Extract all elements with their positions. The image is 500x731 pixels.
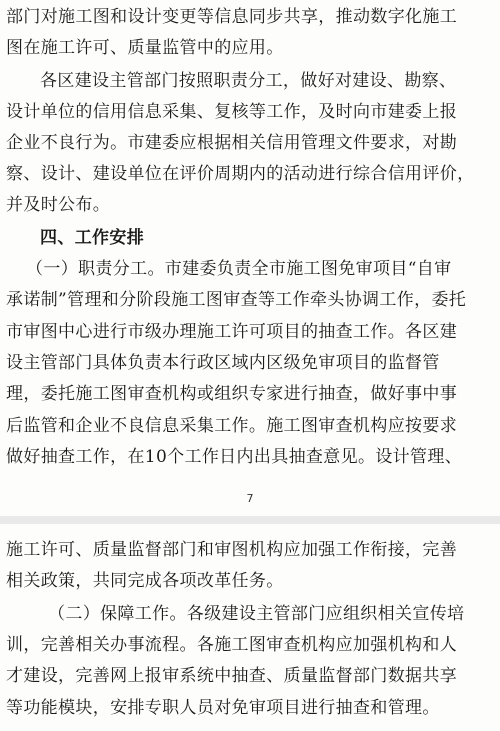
- paragraph-line: 企业不良行为。市建委应根据相关信用管理文件要求，对勘: [6, 133, 458, 153]
- paragraph-line: 理，委托施工图审查机构或组织专家进行抽查，做好事中事: [6, 384, 458, 404]
- paragraph-line: 部门对施工图和设计变更等信息同步共享，推动数字化施工: [6, 7, 458, 27]
- paragraph-line: 相关政策，共同完成各项改革任务。: [6, 571, 284, 591]
- paragraph-line: （一）职责分工。市建委负责全市施工图免审项目“自审: [26, 259, 452, 279]
- paragraph-line: 后监管和企业不良信息采集工作。施工图审查机构应按要求: [6, 416, 458, 436]
- paragraph-line: 图在施工许可、质量监管中的应用。: [6, 38, 284, 58]
- paragraph-line: 才建设，完善网上报审系统中抽查、质量监督部门数据共享: [6, 666, 458, 686]
- paragraph-line: 等功能模块，安排专职人员对免审项目进行抽查和管理。: [6, 698, 440, 718]
- paragraph-line: 并及时公布。: [6, 195, 111, 215]
- paragraph-line: 施工许可、质量监督部门和审图机构应加强工作衔接，完善: [6, 540, 458, 560]
- paragraph-line: 市审图中心进行市级办理施工许可项目的抽查工作。各区建: [6, 322, 458, 342]
- paragraph-line: 各区建设主管部门按照职责分工，做好对建设、勘察、: [40, 71, 457, 91]
- section-heading: 四、工作安排: [40, 228, 145, 248]
- document-page-8: [0, 524, 500, 731]
- paragraph-line: 设主管部门具体负责本行政区域内区级免审项目的监督管: [6, 353, 440, 373]
- page-number: 7: [246, 492, 254, 505]
- paragraph-line: 设计单位的信用信息采集、复核等工作，及时向市建委上报: [6, 102, 458, 122]
- paragraph-line: （二）保障工作。各级建设主管部门应组织相关宣传培: [48, 604, 465, 624]
- page-separator: [0, 516, 500, 524]
- paragraph-line: 训，完善相关办事流程。各施工图审查机构应加强机构和人: [6, 635, 458, 655]
- paragraph-line: 察、设计、建设单位在评价周期内的活动进行综合信用评价，: [6, 164, 475, 184]
- paragraph-line: 承诺制”管理和分阶段施工图审查等工作牵头协调工作，委托: [6, 290, 467, 310]
- paragraph-line: 做好抽查工作，在10个工作日内出具抽查意见。设计管理、: [6, 447, 463, 467]
